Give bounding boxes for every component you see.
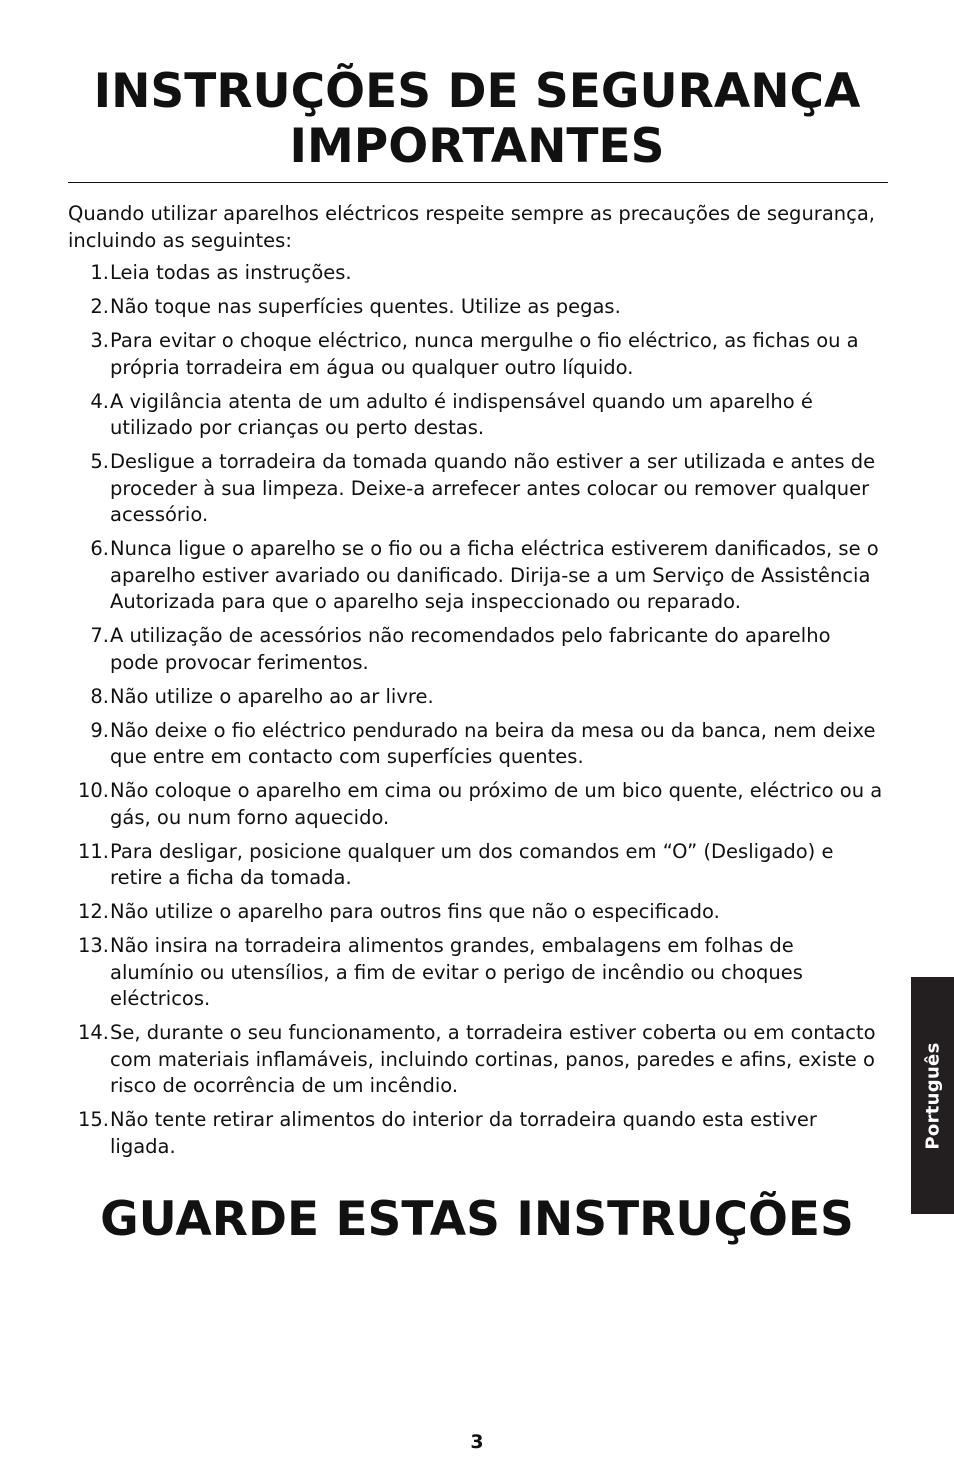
list-item-text: Não insira na torradeira alimentos grandes, embalagens em folhas de alumínio ou utensílios, a fim de evitar o perigo de incêndio ou choques eléctricos. <box>110 934 803 1010</box>
list-item-text: Não deixe o fio eléctrico pendurado na beira da mesa ou da banca, nem deixe que entre em contacto com superfícies quentes. <box>110 718 876 768</box>
list-item <box>68 260 883 287</box>
list-item-number: 7. <box>90 624 109 647</box>
list-item-text: Desligue a torradeira da tomada quando não estiver a ser utilizada e antes de proceder à sua limpeza. Deixe-a arrefecer antes colocar ou remover qualquer acessório. <box>110 450 876 526</box>
list-item <box>68 389 883 442</box>
title-divider <box>68 182 888 183</box>
list-item-text: Não utilize o aparelho ao ar livre. <box>110 684 434 708</box>
list-item-number: 5. <box>90 450 109 473</box>
list-item-text: Não tente retirar alimentos do interior da torradeira quando esta estiver ligada. <box>110 1108 817 1158</box>
list-item-number: 1. <box>90 261 109 284</box>
closing-title: GUARDE ESTAS INSTRUÇÕES <box>100 1192 854 1247</box>
list-item-text: Leia todas as instruções. <box>110 261 352 284</box>
list-item <box>68 328 883 381</box>
list-item-text: Para desligar, posicione qualquer um dos comandos em “O” (Desligado) e retire a ficha da tomada. <box>110 839 834 889</box>
list-item-number: 8. <box>90 684 109 708</box>
list-item-text: Para evitar o choque eléctrico, nunca mergulhe o fio eléctrico, as fichas ou a própria torradeira em água ou qualquer outro líquido. <box>110 329 859 379</box>
list-item <box>68 839 883 892</box>
list-item-number: 13. <box>77 934 109 957</box>
list-item <box>68 449 883 529</box>
list-item-text: Se, durante o seu funcionamento, a torradeira estiver coberta ou em contacto com materiais inflamáveis, incluindo cortinas, panos, paredes e afins, existe o risco de ocorrência de um incêndio. <box>110 1021 876 1097</box>
list-item <box>68 536 883 616</box>
language-tab-label: Português <box>922 1041 943 1150</box>
list-item-text: Não utilize o aparelho para outros fins que não o especificado. <box>110 900 720 923</box>
list-item-number: 6. <box>90 537 109 560</box>
list-item <box>68 684 883 711</box>
list-item <box>68 1020 883 1100</box>
page-number: 3 <box>470 1431 484 1453</box>
list-item-text: Não coloque o aparelho em cima ou próximo de um bico quente, eléctrico ou a gás, ou num forno aquecido. <box>110 779 883 829</box>
page-title <box>0 64 954 174</box>
list-item-number: 15. <box>77 1108 109 1131</box>
list-item <box>68 933 883 1013</box>
list-item-number: 4. <box>90 389 109 413</box>
list-item-number: 9. <box>90 718 109 742</box>
list-item-number: 11. <box>77 839 109 863</box>
page-title-line-2: IMPORTANTES <box>289 119 665 174</box>
list-item-text: Não toque nas superfícies quentes. Utilize as pegas. <box>110 295 621 318</box>
list-item-number: 12. <box>77 900 109 923</box>
list-item-number: 3. <box>90 329 109 352</box>
list-item <box>68 899 883 926</box>
list-item <box>68 718 883 771</box>
list-item-number: 2. <box>90 295 109 318</box>
list-item <box>68 1107 883 1160</box>
list-item <box>68 623 883 676</box>
page-title-line-1: INSTRUÇÕES DE SEGURANÇA <box>93 64 861 119</box>
intro-paragraph: Quando utilizar aparelhos eléctricos respeite sempre as precauções de segurança, incluindo as seguintes: <box>68 202 875 252</box>
language-tab <box>911 977 954 1214</box>
list-item-text: A vigilância atenta de um adulto é indispensável quando um aparelho é utilizado por crianças ou perto destas. <box>110 389 813 439</box>
instruction-list <box>68 260 883 1168</box>
list-item <box>68 778 883 831</box>
list-item-text: Nunca ligue o aparelho se o fio ou a ficha eléctrica estiverem danificados, se o aparelho estiver avariado ou danificado. Dirija-se a um Serviço de Assistência Autorizada para que o aparelho seja inspeccionado ou reparado. <box>110 537 879 613</box>
list-item <box>68 294 883 321</box>
list-item-number: 14. <box>77 1021 109 1044</box>
list-item-text: A utilização de acessórios não recomendados pelo fabricante do aparelho pode provocar ferimentos. <box>110 624 831 674</box>
list-item-number: 10. <box>77 779 109 802</box>
